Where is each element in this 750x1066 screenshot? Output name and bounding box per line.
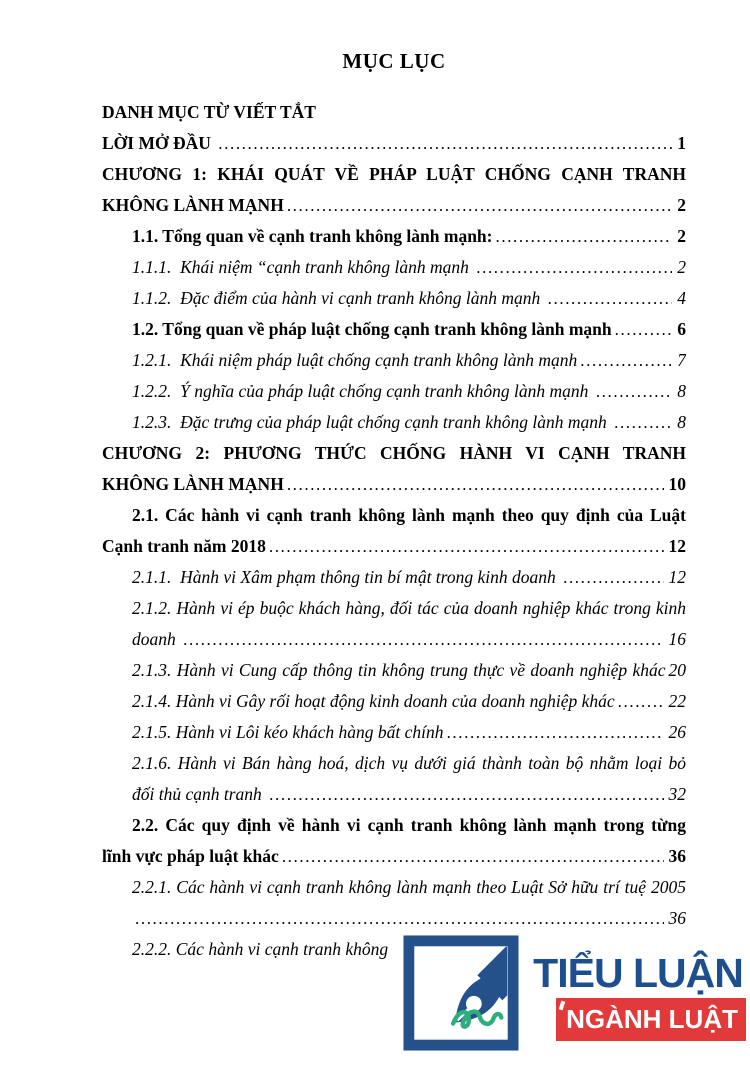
toc-entry-text: 1.2.2. Ý nghĩa của pháp luật chống cạnh tranh không lành mạnh	[132, 381, 593, 401]
toc-entry-page: 32	[668, 784, 686, 804]
toc-entry[interactable]	[102, 531, 686, 562]
toc-entry-text: lĩnh vực pháp luật khác	[102, 846, 279, 866]
toc-entry-text: 1.1.2. Đặc điểm của hành vi cạnh tranh không lành mạnh	[132, 288, 545, 308]
toc-entry[interactable]	[102, 128, 686, 159]
toc-entry-text: 2.1. Các hành vi cạnh tranh không lành mạnh theo quy định của Luật	[132, 505, 686, 525]
toc-entry-page: 36	[668, 846, 686, 866]
dot-leader	[269, 531, 664, 562]
dot-leader	[476, 252, 672, 283]
tieu-luan-logo	[402, 928, 746, 1062]
toc-entry[interactable]	[102, 779, 686, 810]
toc-entry-text: 2.2.1. Các hành vi cạnh tranh không lành mạnh theo Luật Sở hữu trí tuệ 2005	[132, 877, 686, 897]
dot-leader	[269, 779, 663, 810]
toc-entry[interactable]	[102, 190, 686, 221]
toc-entry[interactable]	[102, 438, 686, 469]
toc-entry[interactable]	[102, 562, 686, 593]
toc-entry-page: 2	[677, 226, 686, 246]
dot-leader	[580, 345, 672, 376]
toc-entry-text: 2.2.2. Các hành vi cạnh tranh không	[132, 939, 393, 959]
toc-entry-page: 7	[677, 350, 686, 370]
toc-entry-text: DANH MỤC TỪ VIẾT TẮT	[102, 102, 316, 122]
toc-lines	[102, 97, 686, 965]
toc-entry-text: 1.2.3. Đặc trưng của pháp luật chống cạnh tranh không lành mạnh	[132, 412, 612, 432]
toc-entry[interactable]	[102, 748, 686, 779]
toc-entry[interactable]	[102, 593, 686, 624]
toc-entry[interactable]	[102, 345, 686, 376]
toc-entry[interactable]	[102, 469, 686, 500]
toc-entry-text: đối thủ cạnh tranh	[132, 784, 267, 804]
toc-entry-page: 22	[668, 691, 686, 711]
toc-entry-text: 2.1.3. Hành vi Cung cấp thông tin không trung thực về doanh nghiệp khác	[132, 660, 666, 680]
toc-entry-page: 8	[677, 381, 686, 401]
pen-nib-icon	[402, 934, 520, 1057]
toc-entry-text: KHÔNG LÀNH MẠNH	[102, 474, 284, 494]
toc-entry-text: 1.2.1. Khái niệm pháp luật chống cạnh tranh không lành mạnh	[132, 350, 578, 370]
toc-entry[interactable]	[102, 500, 686, 531]
toc-entry[interactable]	[102, 283, 686, 314]
toc-entry-page: 12	[668, 536, 686, 556]
toc-entry-page: 6	[677, 319, 686, 339]
toc-entry-text: KHÔNG LÀNH MẠNH	[102, 195, 284, 215]
toc-entry-text: CHƯƠNG 2: PHƯƠNG THỨC CHỐNG HÀNH VI CẠNH TRANH	[102, 443, 686, 463]
toc-entry-text: 2.1.6. Hành vi Bán hàng hoá, dịch vụ dưới giá thành toàn bộ nhằm loại bỏ	[132, 753, 686, 773]
toc-entry[interactable]	[102, 221, 686, 252]
dot-leader	[287, 190, 672, 221]
toc-entry-page: 8	[677, 412, 686, 432]
dot-leader	[282, 841, 664, 872]
toc-entry[interactable]	[102, 872, 686, 903]
toc-entry-text: 1.2. Tổng quan về pháp luật chống cạnh tranh không lành mạnh	[132, 319, 612, 339]
toc-entry-text: 2.2. Các quy định về hành vi cạnh tranh không lành mạnh trong từng	[132, 815, 686, 835]
toc-entry-text: doanh	[132, 629, 181, 649]
toc-entry-text: 2.1.5. Hành vi Lôi kéo khách hàng bất chính	[132, 722, 444, 742]
toc-entry-page: 20	[668, 660, 686, 680]
page-title: MỤC LỤC	[342, 49, 446, 73]
dot-leader	[287, 469, 664, 500]
logo-text	[530, 950, 746, 1041]
toc-entry-page: 12	[668, 567, 686, 587]
toc-entry-text: CHƯƠNG 1: KHÁI QUÁT VỀ PHÁP LUẬT CHỐNG CẠNH TRANH	[102, 164, 686, 184]
toc-entry-page: 16	[668, 629, 686, 649]
dot-leader	[614, 407, 672, 438]
toc-entry-page: 10	[668, 474, 686, 494]
toc-entry[interactable]	[102, 97, 686, 128]
dot-leader	[496, 221, 673, 252]
toc-entry-text: 1.1.1. Khái niệm “cạnh tranh không lành mạnh	[132, 257, 474, 277]
toc-entry[interactable]	[102, 376, 686, 407]
dot-leader	[563, 562, 663, 593]
toc-entry[interactable]	[102, 717, 686, 748]
dot-leader	[183, 624, 663, 655]
toc-entry[interactable]	[102, 252, 686, 283]
toc-entry[interactable]	[102, 624, 686, 655]
toc-entry-page: 2	[677, 195, 686, 215]
toc-entry[interactable]	[102, 841, 686, 872]
dot-leader	[618, 686, 664, 717]
toc-entry[interactable]	[102, 407, 686, 438]
toc-entry[interactable]	[102, 686, 686, 717]
dot-leader	[596, 376, 672, 407]
logo-title: TIỂU LUẬN	[533, 949, 743, 996]
toc-entry-page: 26	[668, 722, 686, 742]
toc-entry-text: Cạnh tranh năm 2018	[102, 536, 266, 556]
toc-entry-page: 2	[677, 257, 686, 277]
toc-entry-text: LỜI MỞ ĐẦU	[102, 133, 216, 153]
toc-entry[interactable]	[102, 655, 686, 686]
toc-entry-text: 2.1.2. Hành vi ép buộc khách hàng, đối tác của doanh nghiệp khác trong kinh	[132, 598, 686, 618]
toc-entry[interactable]	[102, 314, 686, 345]
dot-leader	[615, 314, 673, 345]
dot-leader	[548, 283, 673, 314]
toc-entry-page: 1	[677, 133, 686, 153]
dot-leader	[218, 128, 672, 159]
toc-entry-text: 2.1.4. Hành vi Gây rối hoạt động kinh doanh của doanh nghiệp khác	[132, 691, 615, 711]
toc-entry[interactable]	[102, 159, 686, 190]
toc-entry-page: 4	[677, 288, 686, 308]
toc-entry[interactable]	[102, 810, 686, 841]
toc-entry-page: 36	[668, 908, 686, 928]
toc-entry-text: 1.1. Tổng quan về cạnh tranh không lành mạnh:	[132, 226, 493, 246]
logo-subtitle: NGÀNH LUẬT	[556, 998, 746, 1041]
dot-leader	[447, 717, 664, 748]
toc-entry-text: 2.1.1. Hành vi Xâm phạm thông tin bí mật trong kinh doanh	[132, 567, 561, 587]
